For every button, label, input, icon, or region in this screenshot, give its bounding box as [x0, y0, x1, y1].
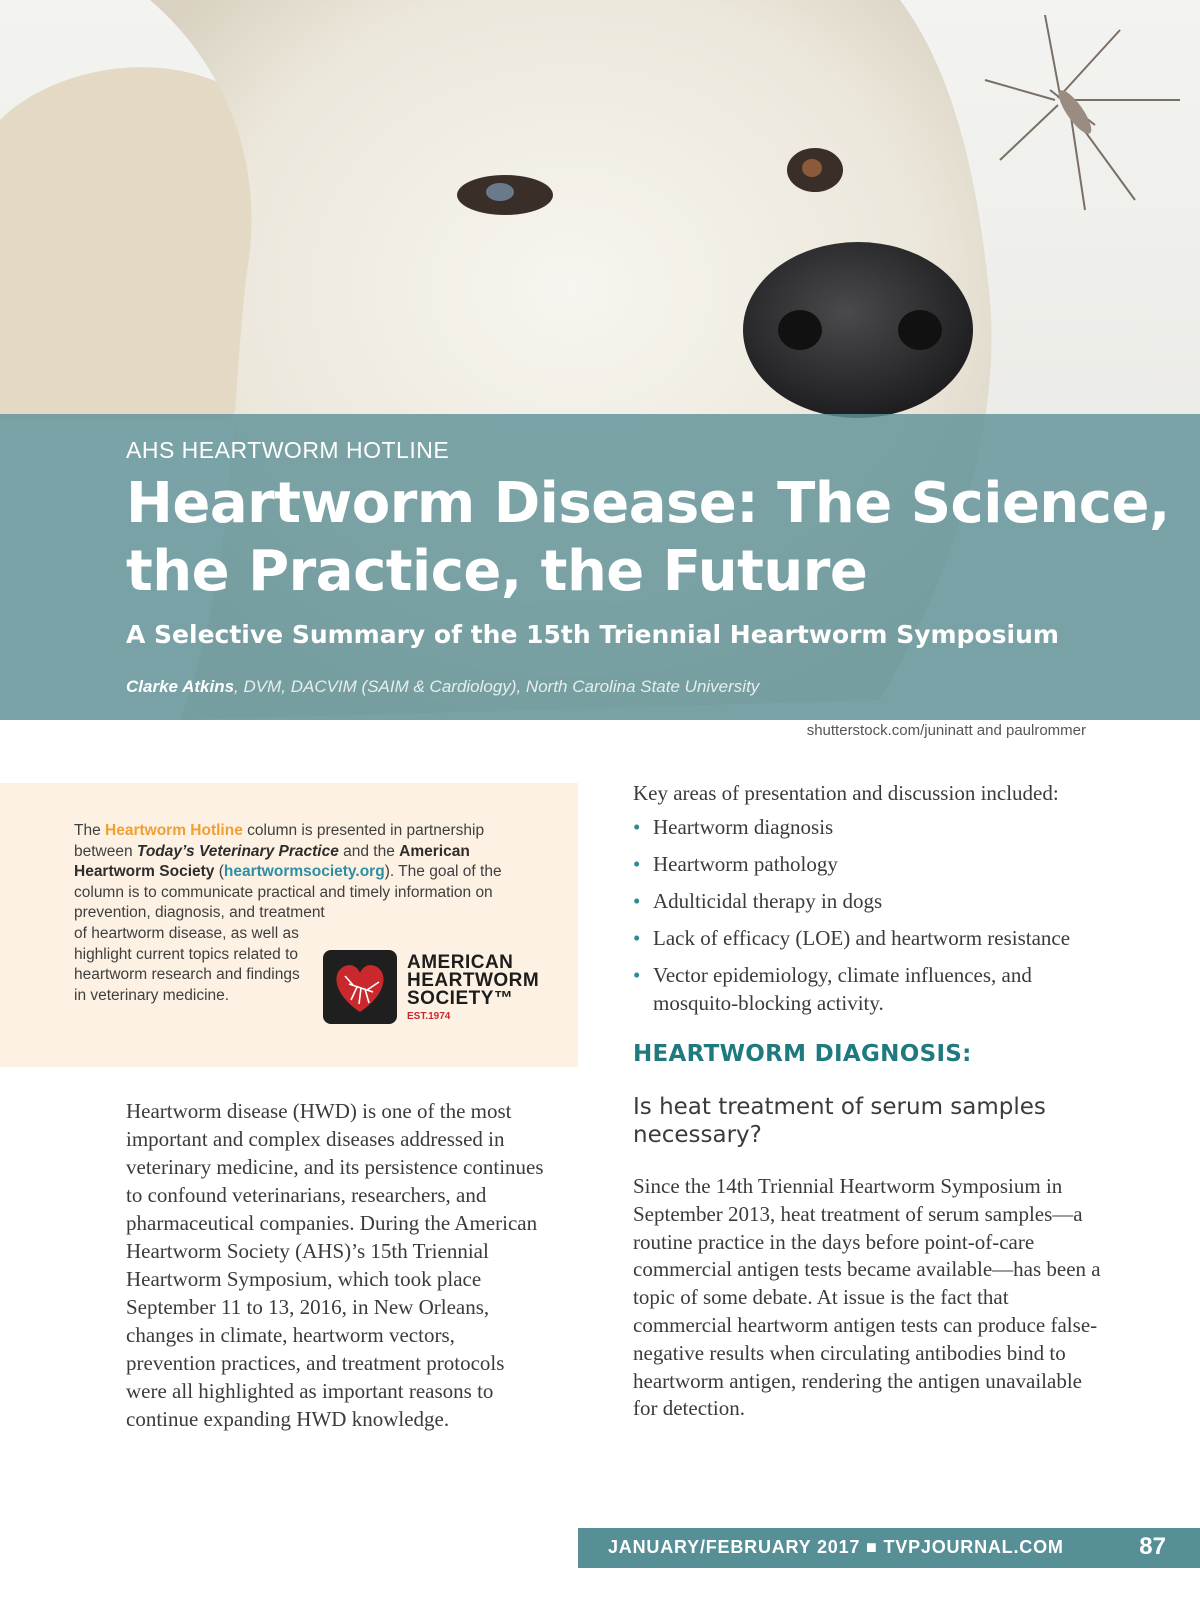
list-item: • Heartworm diagnosis [633, 813, 1103, 841]
hero-photo [0, 0, 1200, 720]
article-subtitle: A Selective Summary of the 15th Triennial Heartworm Symposium [126, 620, 1059, 649]
title-line-2: the Practice, the Future [126, 539, 868, 604]
list-item: • Lack of efficacy (LOE) and heartworm resistance [633, 924, 1103, 952]
author-name: Clarke Atkins [126, 677, 235, 696]
callout-text-6: of heartworm disease, as well as highlight current topics related to heartworm research and findings in veterinary medicine. [74, 924, 300, 1004]
logo-line-1: AMERICAN [407, 952, 514, 973]
key-areas-list [633, 813, 1103, 1026]
tvp-name: Today’s Veterinary Practice [136, 842, 339, 860]
key-areas-intro: Key areas of presentation and discussion included: [633, 781, 1059, 805]
callout-text-5: ). The goal of the column is to communicate practical and timely information on prevention, diagnosis, and treatment [74, 863, 502, 922]
section-heading: HEARTWORM DIAGNOSIS: [633, 1041, 972, 1067]
section-question: Is heat treatment of serum samples necessary? [633, 1094, 1046, 1148]
page-number: 87 [1139, 1533, 1166, 1560]
title-line-1: Heartworm Disease: The Science, [126, 471, 1170, 536]
logo-wordmark [407, 954, 539, 1008]
ahs-link[interactable]: heartwormsociety.org [223, 863, 385, 881]
page-footer [578, 1528, 1200, 1568]
ahs-name: American Heartworm Society [74, 842, 470, 881]
photo-credit: shutterstock.com/juninatt and paulrommer [806, 722, 1086, 739]
callout-text-3: and the [338, 842, 400, 860]
list-item: • Adulticidal therapy in dogs [633, 887, 1103, 915]
callout-text-2: column is presented in partnership between [74, 822, 485, 860]
callout-text-4: ( [214, 863, 224, 881]
section-paragraph: Since the 14th Triennial Heartworm Symposium in September 2013, heat treatment of serum samples—a routine practice in the days before point-of-care commercial antigen tests became available—has been a topic of some debate. At issue is the fact that commercial heartworm antigen tests can produce false-negative results when circulating antibodies bind to heartworm antigen, rendering the antigen unavailable for detection. [633, 1174, 1101, 1421]
intro-paragraph: Heartworm disease (HWD) is one of the most important and complex diseases addressed in veterinary medicine, and its persistence continues to confound veterinarians, researchers, and pharmaceutical companies. During the American Heartworm Society (AHS)’s 15th Triennial Heartworm Symposium, which took place September 11 to 13, 2016, in New Orleans, changes in climate, heartworm vectors, prevention practices, and treatment protocols were all highlighted as important reasons to continue expanding HWD knowledge. [126, 1099, 544, 1431]
callout-text-1: The [74, 822, 106, 839]
article-title [126, 470, 1186, 606]
list-item: • Vector epidemiology, climate influences, and mosquito-blocking activity. [633, 961, 1103, 1017]
sponsor-callout [0, 783, 578, 1067]
list-item: • Heartworm pathology [633, 850, 1103, 878]
logo-established: EST.1974 [407, 1011, 451, 1022]
logo-line-2: HEARTWORM [407, 970, 540, 991]
byline [126, 677, 759, 697]
mosquito-heart-icon [323, 950, 397, 1024]
issue-and-site: JANUARY/FEBRUARY 2017 ■ TVPJOURNAL.COM [608, 1537, 1064, 1557]
column-kicker: AHS HEARTWORM HOTLINE [126, 437, 450, 463]
logo-badge [323, 950, 397, 1024]
ahs-logo [323, 950, 553, 1026]
author-credentials: , DVM, DACVIM (SAIM & Cardiology), North Carolina State University [234, 677, 760, 696]
hotline-label: Heartworm Hotline [105, 822, 243, 839]
logo-line-3: SOCIETY™ [407, 988, 514, 1009]
